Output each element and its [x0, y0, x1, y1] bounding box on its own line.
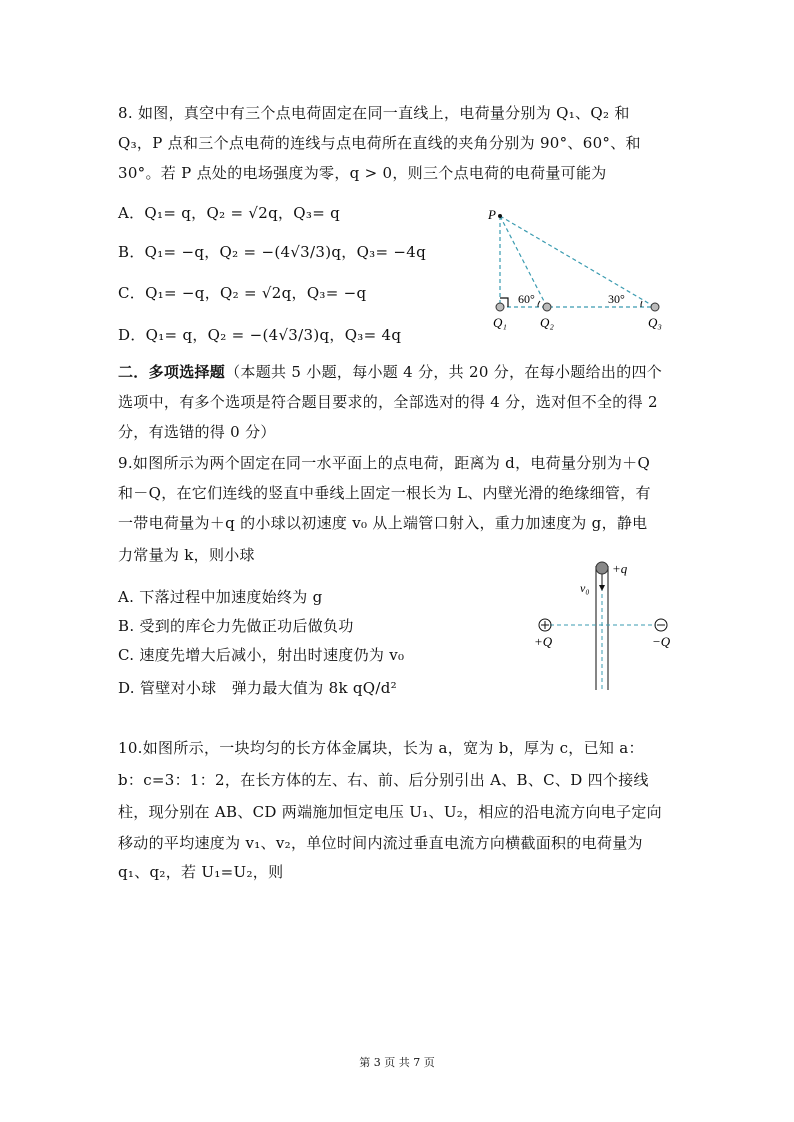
q10-line: b：c=3：1：2，在长方体的左、右、前、后分别引出 A、B、C、D 四个接线 — [118, 771, 649, 789]
q9-option-a: A. 下落过程中加速度始终为 g — [118, 588, 323, 606]
q8-option-c: C．Q₁= −q，Q₂ = √2q，Q₃= −q — [118, 284, 367, 302]
q8-option-b: B．Q₁= −q，Q₂ = −(4√3/3)q，Q₃= −4q — [118, 243, 427, 261]
q9-option-d: D. 管壁对小球 弹力最大值为 8k qQ/d² — [118, 679, 397, 697]
q8-figure — [480, 205, 680, 335]
page-footer: 第 3 页 共 7 页 — [359, 1056, 435, 1069]
q8-line: 8. 如图，真空中有三个点电荷固定在同一直线上，电荷量分别为 Q₁、Q₂ 和 — [118, 104, 630, 122]
q9-option-b: B. 受到的库仑力先做正功后做负功 — [118, 617, 354, 635]
section-2-title: 二．多项选择题 — [118, 363, 226, 381]
q9-line: 9.如图所示为两个固定在同一水平面上的点电荷，距离为 d，电荷量分别为＋Q — [118, 454, 651, 472]
label-minus-Q: −Q — [652, 634, 671, 649]
label-plus-Q: +Q — [534, 634, 553, 649]
section-2-line: 分，有选错的得 0 分） — [118, 423, 276, 441]
q8-line: Q₃，P 点和三个点电荷的连线与点电荷所在直线的夹角分别为 90°、60°、和 — [118, 134, 641, 152]
q8-line: 30°。若 P 点处的电场强度为零，q > 0，则三个点电荷的电荷量可能为 — [118, 164, 607, 182]
label-v0: v₀ — [580, 581, 590, 595]
label-60: 60° — [518, 292, 535, 306]
q9-line: 一带电荷量为＋q 的小球以初速度 v₀ 从上端管口射入，重力加速度为 g，静电 — [118, 514, 648, 532]
label-q3: Q₃ — [648, 315, 662, 330]
label-plus-q: +q — [612, 561, 628, 576]
label-30: 30° — [608, 292, 625, 306]
section-2-instructions: （本题共 5 小题，每小题 4 分，共 20 分，在每小题给出的四个 — [225, 363, 663, 381]
label-q1: Q₁ — [493, 315, 507, 330]
section-2-line — [118, 362, 662, 382]
q10-line: 柱，现分别在 AB、CD 两端施加恒定电压 U₁、U₂，相应的沿电流方向电子定向 — [118, 803, 662, 821]
q9-figure — [530, 558, 680, 693]
q10-line: 移动的平均速度为 v₁、v₂，单位时间内流过垂直电流方向横截面积的电荷量为 — [118, 834, 643, 852]
section-2-line: 选项中，有多个选项是符合题目要求的，全部选对的得 4 分，选对但不全的得 2 — [118, 393, 658, 411]
q9-line: 力常量为 k，则小球 — [118, 546, 255, 564]
q9-option-c: C. 速度先增大后减小，射出时速度仍为 v₀ — [118, 646, 405, 664]
label-q2: Q₂ — [540, 315, 554, 330]
label-p: P — [488, 207, 496, 222]
q10-line: q₁、q₂，若 U₁=U₂，则 — [118, 863, 284, 881]
q10-line: 10.如图所示，一块均匀的长方体金属块，长为 a，宽为 b，厚为 c，已知 a： — [118, 739, 644, 757]
q9-line: 和－Q，在它们连线的竖直中垂线上固定一根长为 L、内壁光滑的绝缘细管，有 — [118, 484, 651, 502]
q8-option-d: D．Q₁= q，Q₂ = −(4√3/3)q，Q₃= 4q — [118, 326, 402, 344]
q8-option-a: A．Q₁= q，Q₂ = √2q，Q₃= q — [118, 204, 341, 222]
